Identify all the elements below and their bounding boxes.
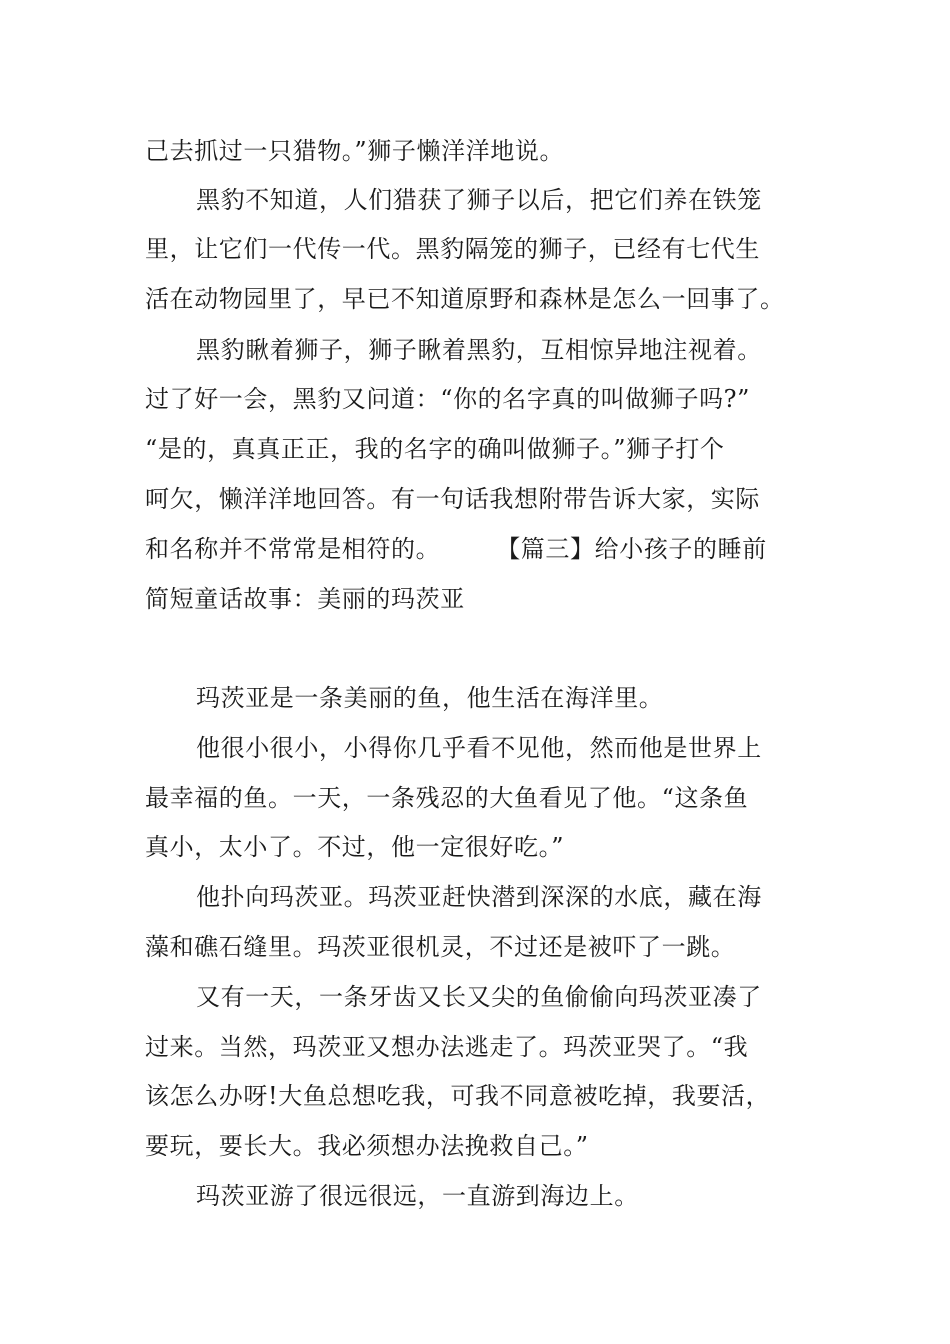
text-line: 过来。当然，玛茨亚又想办法逃走了。玛茨亚哭了。“我 bbox=[145, 1033, 749, 1061]
paragraph-start-line: 他扑向玛茨亚。玛茨亚赶快潜到深深的水底，藏在海 bbox=[196, 883, 762, 911]
text-line: 己去抓过一只猎物。”狮子懒洋洋地说。 bbox=[145, 137, 565, 165]
paragraph-start-line: 玛茨亚游了很远很远，一直游到海边上。 bbox=[196, 1182, 639, 1210]
paragraph-start-line: 他很小很小，小得你几乎看不见他，然而他是世界上 bbox=[196, 734, 762, 762]
paragraph-end-text: 和名称并不常常是相符的。 bbox=[145, 535, 441, 563]
text-line: 活在动物园里了，早已不知道原野和森林是怎么一回事了。 bbox=[145, 285, 785, 313]
text-line: 呵欠，懒洋洋地回答。有一句话我想附带告诉大家，实际 bbox=[145, 485, 760, 513]
section-heading: 【篇三】给小孩子的睡前 bbox=[496, 535, 767, 563]
text-line: 该怎么办呀!大鱼总想吃我，可我不同意被吃掉，我要活， bbox=[145, 1082, 771, 1110]
text-line: 藻和礁石缝里。玛茨亚很机灵，不过还是被吓了一跳。 bbox=[145, 933, 736, 961]
paragraph-start-line: 黑豹瞅着狮子，狮子瞅着黑豹，互相惊异地注视着。 bbox=[196, 336, 762, 364]
paragraph-start-line: 黑豹不知道，人们猎获了狮子以后，把它们养在铁笼 bbox=[196, 186, 762, 214]
text-line: 要玩，要长大。我必须想办法挽救自己。” bbox=[145, 1132, 589, 1160]
text-line: 最幸福的鱼。一天，一条残忍的大鱼看见了他。“这条鱼 bbox=[145, 784, 749, 812]
section-heading-continued: 简短童话故事：美丽的玛茨亚 bbox=[145, 585, 465, 613]
text-line: 里，让它们一代传一代。黑豹隔笼的狮子，已经有七代生 bbox=[145, 235, 760, 263]
text-line bbox=[145, 534, 810, 564]
text-line: 真小，太小了。不过，他一定很好吃。” bbox=[145, 833, 565, 861]
paragraph-start-line: 玛茨亚是一条美丽的鱼，他生活在海洋里。 bbox=[196, 684, 664, 712]
text-line: “是的，真真正正，我的名字的确叫做狮子。”狮子打个 bbox=[145, 435, 725, 463]
text-line: 过了好一会，黑豹又问道：“你的名字真的叫做狮子吗?” bbox=[145, 385, 751, 413]
paragraph-start-line: 又有一天，一条牙齿又长又尖的鱼偷偷向玛茨亚凑了 bbox=[196, 983, 762, 1011]
